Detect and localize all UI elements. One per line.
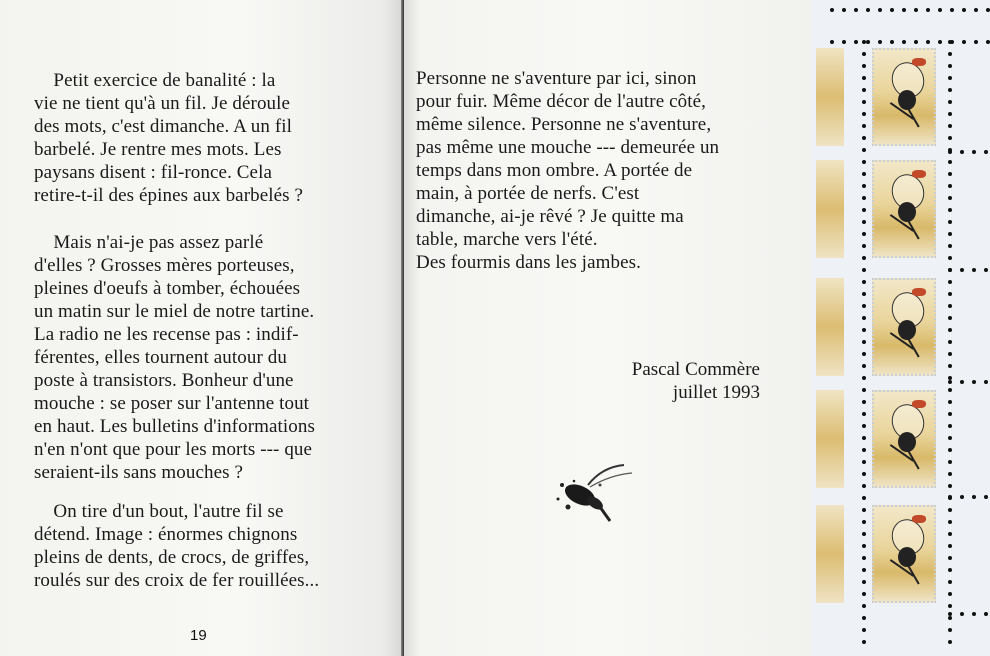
perforation-dot xyxy=(948,580,952,584)
perforation-dot xyxy=(948,640,952,644)
perforation-dot xyxy=(948,184,952,188)
perforation-dot xyxy=(862,472,866,476)
perforation-dot xyxy=(862,316,866,320)
perforation-dot xyxy=(862,640,866,644)
perforation-dot xyxy=(984,268,988,272)
perforation-dot xyxy=(948,268,952,272)
perforation-dot xyxy=(862,100,866,104)
perforation-dot xyxy=(984,612,988,616)
perforation-dot xyxy=(862,208,866,212)
perforation-dot xyxy=(862,400,866,404)
perforation-dot xyxy=(948,436,952,440)
perforation-dot xyxy=(948,112,952,116)
perforation-dot xyxy=(948,124,952,128)
paragraph-1: Petit exercice de banalité : la vie ne tient qu'à un fil. Je déroule des mots, c'est dimanche. A un fil barbelé. Je rentre mes mots. Les paysans disent : fil-ronce. Cela retire-t-il des épines aux barbelés ? xyxy=(34,70,304,206)
perforation-dot xyxy=(948,304,952,308)
perforation-dot xyxy=(862,88,866,92)
perforation-dot xyxy=(862,580,866,584)
perforation-dot xyxy=(948,400,952,404)
perforation-dot xyxy=(862,304,866,308)
perforation-dot xyxy=(862,244,866,248)
paragraph-2: Mais n'ai-je pas assez parlé d'elles ? Grosses mères porteuses, pleines d'oeufs à tomber, échouées un matin sur le miel de notre tartine. La radio ne les recense pas : indif- férentes, elles tournent autour du poste à transistors. Bonheur d'une mouche : se poser sur l'antenne tout en haut. Les bulletins d'informations n'en n'ont que pour les morts --- que seraient-ils sans mouches ? xyxy=(34,232,315,483)
perforation-dot xyxy=(984,150,988,154)
perforation-dot xyxy=(862,424,866,428)
perforation-dot xyxy=(862,280,866,284)
perforation-dot xyxy=(926,8,930,12)
perforation-dot xyxy=(986,8,990,12)
perforation-dot xyxy=(862,268,866,272)
perforation-dot xyxy=(948,556,952,560)
perforation-dot xyxy=(948,40,952,44)
perforation-dot xyxy=(948,544,952,548)
perforation-dot xyxy=(902,8,906,12)
page-number: 19 xyxy=(190,627,207,644)
perforation-dot xyxy=(862,496,866,500)
fly-blot-icon xyxy=(540,455,650,525)
perforation-dot xyxy=(948,88,952,92)
fly-stamp xyxy=(872,48,936,146)
perforation-dot xyxy=(862,112,866,116)
perforation-dot xyxy=(948,150,952,154)
perforation-dot xyxy=(862,604,866,608)
perforation-dot xyxy=(948,52,952,56)
perforation-dot xyxy=(948,340,952,344)
perforation-dot xyxy=(938,40,942,44)
partial-stamp xyxy=(816,505,844,603)
perforation-dot xyxy=(948,136,952,140)
perforation-dot xyxy=(948,196,952,200)
perforation-dot xyxy=(862,568,866,572)
perforation-dot xyxy=(890,40,894,44)
partial-stamp xyxy=(816,48,844,146)
perforation-dot xyxy=(862,256,866,260)
perforation-dot xyxy=(862,484,866,488)
perforation-dot xyxy=(962,40,966,44)
perforation-dot xyxy=(984,495,988,499)
perforation-dot xyxy=(948,364,952,368)
perforation-dot xyxy=(862,76,866,80)
perforation-dot xyxy=(854,8,858,12)
perforation-dot xyxy=(862,52,866,56)
perforation-dot xyxy=(830,8,834,12)
perforation-dot xyxy=(862,616,866,620)
perforation-dot xyxy=(960,612,964,616)
perforation-dot xyxy=(948,495,952,499)
perforation-dot xyxy=(842,40,846,44)
perforation-dot xyxy=(948,520,952,524)
perforation-dot xyxy=(862,124,866,128)
perforation-dot xyxy=(926,40,930,44)
perforation-dot xyxy=(984,380,988,384)
perforation-dot xyxy=(948,380,952,384)
perforation-dot xyxy=(862,64,866,68)
paragraph-3: On tire d'un bout, l'autre fil se détend. Image : énormes chignons pleins de dents, de crocs, de griffes, roulés sur des croix de fer rouillées... xyxy=(34,501,320,591)
perforation-dot xyxy=(862,556,866,560)
perforation-dot xyxy=(948,424,952,428)
perforation-dot xyxy=(972,380,976,384)
perforation-dot xyxy=(948,352,952,356)
perforation-dot xyxy=(854,40,858,44)
perforation-dot xyxy=(972,495,976,499)
perforation-dot xyxy=(862,172,866,176)
perforation-dot xyxy=(862,544,866,548)
perforation-dot xyxy=(948,484,952,488)
perforation-dot xyxy=(948,100,952,104)
perforation-dot xyxy=(948,612,952,616)
perforation-dot xyxy=(878,8,882,12)
perforation-dot xyxy=(948,160,952,164)
perforation-dot xyxy=(862,340,866,344)
perforation-dot xyxy=(862,148,866,152)
partial-stamp xyxy=(816,160,844,258)
perforation-dot xyxy=(842,8,846,12)
perforation-dot xyxy=(914,8,918,12)
perforation-dot xyxy=(862,508,866,512)
perforation-dot xyxy=(862,532,866,536)
perforation-dot xyxy=(948,208,952,212)
right-page-text: Personne ne s'aventure par ici, sinon pour fuir. Même décor de l'autre côté, même silence. Personne ne s'aventure, pas même une mouche --- demeurée un temps dans mon ombre. A portée de main, à portée de nerfs. C'est dimanche, ai-je rêvé ? Je quitte ma table, marche vers l'été. Des fourmis dans les jambes. xyxy=(416,68,720,273)
perforation-dot xyxy=(960,150,964,154)
perforation-dot xyxy=(862,40,866,44)
signature-name: Pascal Commère xyxy=(631,359,760,380)
perforation-dot xyxy=(890,8,894,12)
perforation-dot xyxy=(948,388,952,392)
perforation-dot xyxy=(960,268,964,272)
perforation-dot xyxy=(948,316,952,320)
perforation-dot xyxy=(862,364,866,368)
perforation-dot xyxy=(948,328,952,332)
perforation-dot xyxy=(866,40,870,44)
perforation-dot xyxy=(948,592,952,596)
perforation-dot xyxy=(862,520,866,524)
partial-stamp xyxy=(816,390,844,488)
perforation-dot xyxy=(862,412,866,416)
perforation-dot xyxy=(862,388,866,392)
perforation-dot xyxy=(948,64,952,68)
perforation-dot xyxy=(862,232,866,236)
left-page xyxy=(0,0,402,656)
perforation-dot xyxy=(972,612,976,616)
perforation-dot xyxy=(974,40,978,44)
perforation-dot xyxy=(960,495,964,499)
perforation-dot xyxy=(948,532,952,536)
perforation-dot xyxy=(866,8,870,12)
fly-stamp xyxy=(872,390,936,488)
perforation-dot xyxy=(974,8,978,12)
perforation-dot xyxy=(862,352,866,356)
perforation-dot xyxy=(862,628,866,632)
perforation-dot xyxy=(948,76,952,80)
perforation-dot xyxy=(948,616,952,620)
perforation-dot xyxy=(948,460,952,464)
fly-stamp xyxy=(872,278,936,376)
perforation-dot xyxy=(948,220,952,224)
perforation-dot xyxy=(862,328,866,332)
perforation-dot xyxy=(986,40,990,44)
perforation-dot xyxy=(948,628,952,632)
partial-stamp xyxy=(816,278,844,376)
perforation-dot xyxy=(862,448,866,452)
perforation-dot xyxy=(878,40,882,44)
perforation-dot xyxy=(902,40,906,44)
perforation-dot xyxy=(862,136,866,140)
perforation-dot xyxy=(862,592,866,596)
perforation-dot xyxy=(948,604,952,608)
perforation-dot xyxy=(862,160,866,164)
perforation-dot xyxy=(972,150,976,154)
perforation-dot xyxy=(938,8,942,12)
perforation-dot xyxy=(862,376,866,380)
fly-stamp xyxy=(872,160,936,258)
perforation-dot xyxy=(914,40,918,44)
signature-date: juillet 1993 xyxy=(672,382,760,403)
perforation-dot xyxy=(948,448,952,452)
perforation-dot xyxy=(862,292,866,296)
fly-stamp xyxy=(872,505,936,603)
perforation-dot xyxy=(862,460,866,464)
perforation-dot xyxy=(948,172,952,176)
perforation-dot xyxy=(972,268,976,272)
perforation-dot xyxy=(862,184,866,188)
perforation-dot xyxy=(948,232,952,236)
perforation-dot xyxy=(948,292,952,296)
perforation-dot xyxy=(830,40,834,44)
perforation-dot xyxy=(948,508,952,512)
perforation-dot xyxy=(948,280,952,284)
perforation-dot xyxy=(862,196,866,200)
perforation-dot xyxy=(862,436,866,440)
perforation-dot xyxy=(948,412,952,416)
perforation-dot xyxy=(948,244,952,248)
perforation-dot xyxy=(948,256,952,260)
perforation-dot xyxy=(948,472,952,476)
perforation-dot xyxy=(950,8,954,12)
perforation-dot xyxy=(862,220,866,224)
perforation-dot xyxy=(962,8,966,12)
perforation-dot xyxy=(948,568,952,572)
perforation-dot xyxy=(960,380,964,384)
